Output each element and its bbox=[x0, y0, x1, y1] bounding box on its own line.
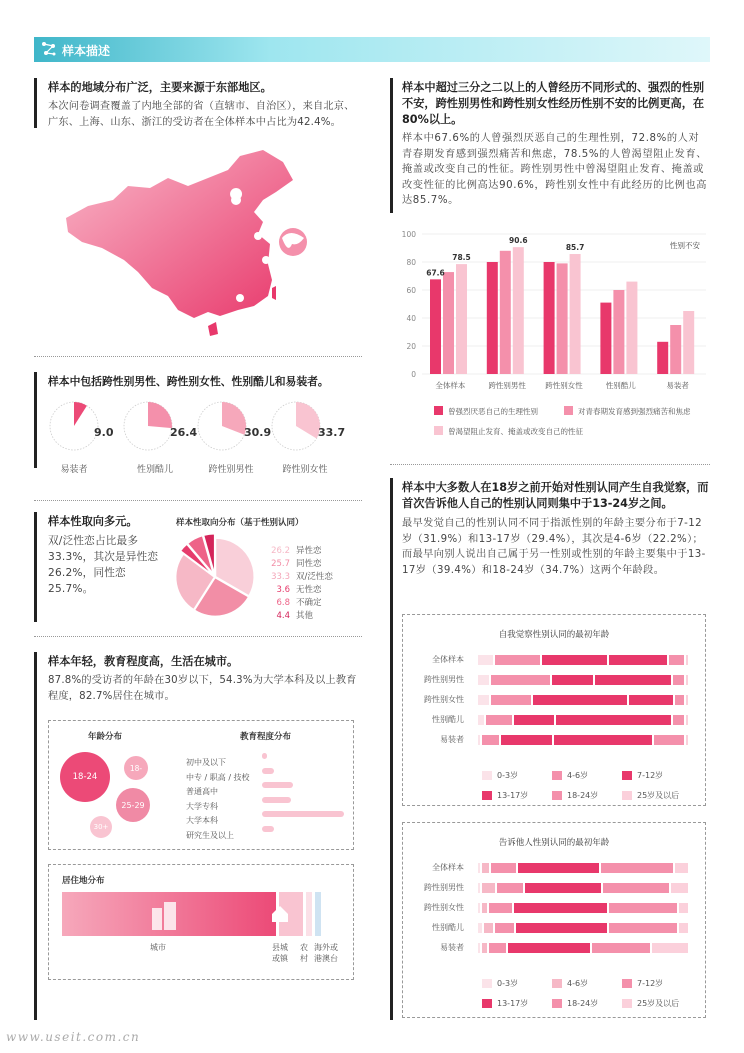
accent-bar bbox=[390, 78, 393, 213]
orientation-pie bbox=[172, 534, 258, 620]
bar-segment bbox=[671, 883, 688, 893]
accent-bar bbox=[390, 478, 393, 1020]
divider bbox=[34, 636, 362, 637]
legend-item bbox=[482, 978, 518, 989]
legend-label: 异性恋 bbox=[296, 546, 322, 556]
res-block-overseas bbox=[315, 892, 321, 936]
accent-bar bbox=[34, 512, 37, 622]
bar-segment bbox=[518, 863, 599, 873]
accent-bar bbox=[34, 78, 37, 128]
bar bbox=[657, 342, 668, 374]
edu-row bbox=[186, 808, 350, 823]
legend-label: 7-12岁 bbox=[637, 979, 664, 988]
pie-chart bbox=[122, 400, 174, 452]
pie-group bbox=[270, 400, 360, 478]
bar-segment bbox=[482, 735, 499, 745]
pie-value: 33.7 bbox=[318, 426, 346, 439]
disclosure-heading: 样本中大多数人在18岁之前开始对性别认同产生自我觉察，而首次告诉他人自己的性别认同则集中于13-24岁之间。 bbox=[402, 481, 709, 510]
bar bbox=[443, 272, 454, 374]
section-header-bar bbox=[34, 37, 710, 62]
orientation-legend bbox=[268, 538, 368, 621]
legend-item bbox=[622, 790, 679, 801]
edu-bar bbox=[262, 797, 291, 803]
bar-segment bbox=[542, 655, 608, 665]
bar-segment bbox=[478, 735, 480, 745]
watermark: www.useit.com.cn bbox=[6, 1030, 141, 1044]
age-bubble-18-24: 18-24 bbox=[60, 752, 110, 802]
bar bbox=[683, 311, 694, 374]
bar-segment bbox=[508, 943, 591, 953]
age-title: 年龄分布 bbox=[88, 732, 123, 742]
edu-row bbox=[186, 750, 350, 765]
bar-segment bbox=[675, 863, 688, 873]
bar-segment bbox=[497, 883, 523, 893]
edu-row bbox=[186, 823, 350, 838]
legend-value: 4.4 bbox=[276, 611, 290, 621]
awareness-chart bbox=[402, 614, 706, 806]
legend-label: 同性恋 bbox=[296, 559, 322, 569]
row-label: 全体样本 bbox=[432, 655, 464, 664]
china-map bbox=[58, 148, 358, 340]
bar-segment bbox=[673, 715, 684, 725]
edu-row bbox=[186, 765, 350, 780]
legend-label: 18-24岁 bbox=[567, 999, 599, 1008]
row-label: 性别酷儿 bbox=[432, 715, 464, 724]
category-label: 全体样本 bbox=[435, 381, 466, 390]
bar bbox=[557, 263, 568, 374]
bar-segment bbox=[654, 735, 684, 745]
bar-segment bbox=[533, 695, 626, 705]
bar-segment bbox=[673, 675, 684, 685]
row-label: 跨性别男性 bbox=[424, 883, 464, 892]
legend-value: 3.6 bbox=[276, 585, 290, 595]
legend-label: 曾渴望阻止发育、掩盖或改变自己的性征 bbox=[448, 427, 583, 436]
data-label: 90.6 bbox=[509, 236, 528, 246]
bar-segment bbox=[514, 715, 554, 725]
legend-label: 对青春期发育感到强烈痛苦和焦虑 bbox=[578, 407, 691, 416]
bar-segment bbox=[478, 695, 489, 705]
bar-segment bbox=[478, 943, 480, 953]
pie-chart bbox=[48, 400, 100, 452]
bar bbox=[513, 247, 524, 374]
legend-label: 25岁及以后 bbox=[637, 999, 680, 1008]
edu-label: 大学专科 bbox=[186, 801, 218, 811]
chart-title: 告诉他人性别认同的最初年龄 bbox=[498, 838, 610, 848]
dysphoria-bar-chart bbox=[398, 222, 716, 450]
stacked-bar bbox=[478, 715, 690, 725]
bar-segment bbox=[556, 715, 671, 725]
legend-swatch bbox=[622, 791, 632, 800]
legend-label: 18-24岁 bbox=[567, 791, 599, 800]
pie-slice bbox=[148, 402, 172, 428]
legend-label: 其他 bbox=[296, 611, 314, 621]
legend-swatch bbox=[622, 771, 632, 780]
bar-segment bbox=[516, 923, 607, 933]
y-tick-label: 60 bbox=[406, 286, 416, 295]
bar-segment bbox=[686, 675, 688, 685]
bar-segment bbox=[686, 695, 688, 705]
bar-segment bbox=[482, 863, 488, 873]
bar-segment bbox=[686, 715, 688, 725]
pie-label: 性别酷儿 bbox=[136, 465, 173, 475]
y-tick-label: 0 bbox=[411, 370, 416, 379]
pie-value: 9.0 bbox=[94, 426, 114, 439]
legend-label: 4-6岁 bbox=[567, 979, 589, 988]
edu-bar bbox=[262, 826, 274, 832]
edu-label: 大学本科 bbox=[186, 816, 218, 825]
age-bubble-25-29: 25-29 bbox=[116, 788, 150, 822]
young-heading: 样本年轻，教育程度高，生活在城市。 bbox=[48, 655, 239, 668]
legend-item bbox=[552, 998, 598, 1009]
legend-label: 0-3岁 bbox=[497, 771, 519, 780]
legend-swatch bbox=[434, 406, 443, 415]
bar-segment bbox=[478, 903, 480, 913]
stacked-bar bbox=[478, 903, 690, 913]
bar bbox=[626, 282, 637, 374]
legend-label: 双/泛性恋 bbox=[296, 572, 333, 582]
legend-swatch bbox=[564, 406, 573, 415]
edu-title: 教育程度分布 bbox=[240, 732, 292, 742]
legend-label: 曾强烈厌恶自己的生理性别 bbox=[448, 407, 538, 416]
row-label: 跨性别女性 bbox=[424, 903, 464, 912]
bar-segment bbox=[679, 903, 688, 913]
bar-segment bbox=[552, 675, 592, 685]
y-tick-label: 100 bbox=[401, 230, 416, 239]
legend-label: 不确定 bbox=[296, 598, 322, 608]
legend-item bbox=[482, 770, 518, 781]
legend-value: 33.3 bbox=[271, 572, 290, 582]
bar-segment bbox=[652, 943, 688, 953]
edu-label: 普通高中 bbox=[186, 787, 218, 796]
pie-chart bbox=[270, 400, 322, 452]
edu-label: 研究生及以上 bbox=[186, 830, 234, 840]
pie-group bbox=[48, 400, 128, 478]
bar-segment bbox=[595, 675, 671, 685]
legend-item bbox=[552, 978, 588, 989]
legend-item bbox=[482, 998, 528, 1009]
stacked-bar bbox=[478, 863, 690, 873]
age-bubble-under18: 18- bbox=[124, 756, 148, 780]
bar-segment bbox=[592, 943, 649, 953]
legend-swatch bbox=[552, 791, 562, 800]
bar-segment bbox=[491, 695, 531, 705]
row-label: 跨性别女性 bbox=[424, 695, 464, 704]
bar-segment bbox=[686, 655, 688, 665]
bar-segment bbox=[478, 675, 489, 685]
orientation-heading: 样本性取向多元。 bbox=[48, 515, 138, 528]
category-label: 性别酷儿 bbox=[605, 381, 636, 390]
legend-swatch bbox=[622, 999, 632, 1008]
res-label-city: 城市 bbox=[150, 943, 166, 952]
legend-item bbox=[622, 998, 679, 1009]
edu-label: 中专 / 职高 / 技校 bbox=[186, 772, 250, 782]
legend-label: 无性恋 bbox=[296, 585, 322, 595]
identity-pies bbox=[48, 400, 368, 478]
network-icon bbox=[40, 40, 58, 58]
identity-heading: 样本中包括跨性别男性、跨性别女性、性别酷儿和易装者。 bbox=[48, 375, 329, 388]
bar-segment bbox=[482, 883, 495, 893]
building-icon bbox=[150, 900, 178, 930]
bar-segment bbox=[478, 883, 480, 893]
accent-bar bbox=[34, 652, 37, 1020]
edu-row bbox=[186, 779, 350, 794]
bar bbox=[487, 262, 498, 374]
y-tick-label: 80 bbox=[406, 258, 416, 267]
bar-segment bbox=[486, 715, 512, 725]
edu-chart bbox=[186, 750, 350, 840]
legend-item bbox=[552, 770, 588, 781]
stacked-bar bbox=[478, 655, 690, 665]
bar-segment bbox=[484, 923, 493, 933]
res-label-overseas: 海外或港澳台 bbox=[314, 943, 338, 963]
dysphoria-text: 样本中67.6%的人曾强烈厌恶自己的生理性别，72.8%的人对青春期发育感到强烈痛苦和焦虑，78.5%的人曾渴望阻止发育、掩盖或改变自己的性征。跨性别男性中曾渴望阻止发育、掩盖或改变性征的比例高达90.6%，跨性别女性中有此经历的比例也高达85.7%。 bbox=[402, 133, 708, 206]
data-label: 85.7 bbox=[565, 243, 585, 253]
bar bbox=[670, 325, 681, 374]
bar-segment bbox=[478, 923, 482, 933]
category-label: 跨性别女性 bbox=[545, 381, 583, 390]
bar-segment bbox=[609, 923, 677, 933]
pie-group bbox=[196, 400, 276, 478]
bar-segment bbox=[478, 863, 480, 873]
region-heading: 样本的地域分布广泛，主要来源于东部地区。 bbox=[48, 81, 272, 94]
legend-swatch bbox=[482, 979, 492, 988]
legend-swatch bbox=[622, 979, 632, 988]
pie-label: 易装者 bbox=[60, 465, 88, 475]
y-tick-label: 20 bbox=[406, 342, 416, 351]
young-text: 87.8%的受访者的年龄在30岁以下，54.3%为大学本科及以上教育程度，82.7%居住在城市。 bbox=[48, 675, 357, 702]
bar-segment bbox=[478, 715, 484, 725]
legend-label: 25岁及以后 bbox=[637, 791, 680, 800]
legend-item bbox=[622, 770, 663, 781]
legend-row bbox=[268, 577, 368, 595]
bar-segment bbox=[514, 903, 607, 913]
pie-group bbox=[122, 400, 202, 478]
orientation-chart-title: 样本性取向分布（基于性别认同） bbox=[176, 518, 304, 528]
legend-value: 26.2 bbox=[271, 546, 290, 556]
bar-segment bbox=[478, 655, 493, 665]
chart-title: 性别不安 bbox=[670, 241, 700, 250]
legend-row bbox=[268, 590, 368, 608]
bar-segment bbox=[669, 655, 684, 665]
bar bbox=[570, 254, 581, 374]
bar-segment bbox=[675, 695, 684, 705]
stacked-bar bbox=[478, 923, 690, 933]
edu-bar bbox=[262, 768, 274, 774]
pie-label: 跨性别女性 bbox=[282, 465, 328, 475]
edu-label: 初中及以下 bbox=[186, 758, 226, 767]
row-label: 易装者 bbox=[440, 735, 464, 744]
legend-label: 13-17岁 bbox=[497, 999, 529, 1008]
divider bbox=[390, 464, 710, 465]
data-label: 78.5 bbox=[452, 253, 471, 263]
edu-bar bbox=[262, 811, 344, 817]
res-block-rural bbox=[306, 892, 312, 936]
chart-title: 自我觉察性别认同的最初年龄 bbox=[498, 630, 610, 640]
pie-value: 30.9 bbox=[244, 426, 272, 439]
house-icon bbox=[270, 904, 290, 922]
bar-segment bbox=[501, 735, 552, 745]
stacked-bar bbox=[478, 943, 690, 953]
legend-row bbox=[268, 564, 368, 582]
bar-segment bbox=[495, 923, 514, 933]
bar-segment bbox=[491, 675, 550, 685]
legend-label: 7-12岁 bbox=[637, 771, 664, 780]
bar-segment bbox=[495, 655, 540, 665]
bar bbox=[430, 279, 441, 374]
stacked-bar bbox=[478, 735, 690, 745]
legend-row bbox=[268, 538, 368, 556]
stacked-bar bbox=[478, 675, 690, 685]
legend-swatch bbox=[482, 999, 492, 1008]
legend-swatch bbox=[552, 979, 562, 988]
pie-chart bbox=[196, 400, 248, 452]
legend-label: 4-6岁 bbox=[567, 771, 589, 780]
bar bbox=[544, 262, 555, 374]
legend-swatch bbox=[482, 791, 492, 800]
legend-item bbox=[482, 790, 528, 801]
legend-label: 0-3岁 bbox=[497, 979, 519, 988]
bar bbox=[600, 303, 611, 374]
edu-bar bbox=[262, 753, 267, 759]
legend-row bbox=[268, 551, 368, 569]
legend-item bbox=[622, 978, 663, 989]
legend-item bbox=[552, 790, 598, 801]
bar-segment bbox=[601, 863, 673, 873]
stacked-bar bbox=[478, 695, 690, 705]
bar-segment bbox=[482, 903, 486, 913]
res-label-rural: 农村 bbox=[300, 943, 308, 963]
legend-label: 13-17岁 bbox=[497, 791, 529, 800]
section-title: 样本描述 bbox=[62, 44, 111, 58]
stacked-bar bbox=[478, 883, 690, 893]
residence-title: 居住地分布 bbox=[62, 876, 105, 886]
row-label: 易装者 bbox=[440, 943, 464, 952]
region-text: 本次问卷调查覆盖了内地全部的省（直辖市、自治区），来自北京、广东、上海、山东、浙江的受访者在全体样本中占比为42.4%。 bbox=[48, 101, 355, 128]
bar-segment bbox=[603, 883, 669, 893]
category-label: 跨性别男性 bbox=[488, 381, 526, 390]
bar-segment bbox=[489, 943, 506, 953]
dysphoria-heading: 样本中超过三分之二以上的人曾经历不同形式的、强烈的性别不安，跨性别男性和跨性别女性经历性别不安的比例更高，在80%以上。 bbox=[402, 81, 705, 126]
row-label: 性别酷儿 bbox=[432, 923, 464, 932]
orientation-text: 双/泛性恋占比最多33.3%，其次是异性恋26.2%，同性恋25.7%。 bbox=[48, 535, 159, 595]
row-label: 跨性别男性 bbox=[424, 675, 464, 684]
bar-segment bbox=[525, 883, 601, 893]
disclosure-chart bbox=[402, 822, 706, 1018]
category-label: 易装者 bbox=[666, 381, 689, 390]
y-tick-label: 40 bbox=[406, 314, 416, 323]
bar-segment bbox=[482, 943, 486, 953]
divider bbox=[34, 356, 362, 357]
bar-segment bbox=[489, 903, 512, 913]
bar-segment bbox=[554, 735, 652, 745]
edu-row bbox=[186, 794, 350, 809]
res-label-town: 县城或镇 bbox=[272, 943, 288, 963]
data-label: 67.6 bbox=[426, 268, 445, 278]
divider bbox=[34, 500, 362, 501]
legend-value: 25.7 bbox=[271, 559, 290, 569]
bar-segment bbox=[629, 695, 674, 705]
legend-swatch bbox=[552, 771, 562, 780]
bar bbox=[613, 290, 624, 374]
row-label: 全体样本 bbox=[432, 863, 464, 872]
legend-value: 6.8 bbox=[276, 598, 290, 608]
age-bubble-30plus: 30+ bbox=[90, 816, 112, 838]
bar-segment bbox=[686, 735, 688, 745]
pie-value: 26.4 bbox=[170, 426, 198, 439]
bar-segment bbox=[679, 923, 688, 933]
bar-segment bbox=[609, 903, 677, 913]
pie-label: 跨性别男性 bbox=[208, 465, 254, 475]
bar bbox=[500, 251, 511, 374]
legend-swatch bbox=[482, 771, 492, 780]
legend-swatch bbox=[434, 426, 443, 435]
disclosure-text: 最早发觉自己的性别认同不同于指派性别的年龄主要分布于7-12岁（31.9%）和13-17岁（29.4%），其次是4-6岁（22.2%）；而最早向别人说出自己属于另一性别或性别的年龄主要集中于13-17岁（39.4%）和18-24岁（34.7%）这两个年龄段。 bbox=[402, 518, 706, 576]
bar-segment bbox=[609, 655, 666, 665]
edu-bar bbox=[262, 782, 293, 788]
bar bbox=[456, 264, 467, 374]
legend-swatch bbox=[552, 999, 562, 1008]
accent-bar bbox=[34, 372, 37, 468]
bar-segment bbox=[491, 863, 517, 873]
